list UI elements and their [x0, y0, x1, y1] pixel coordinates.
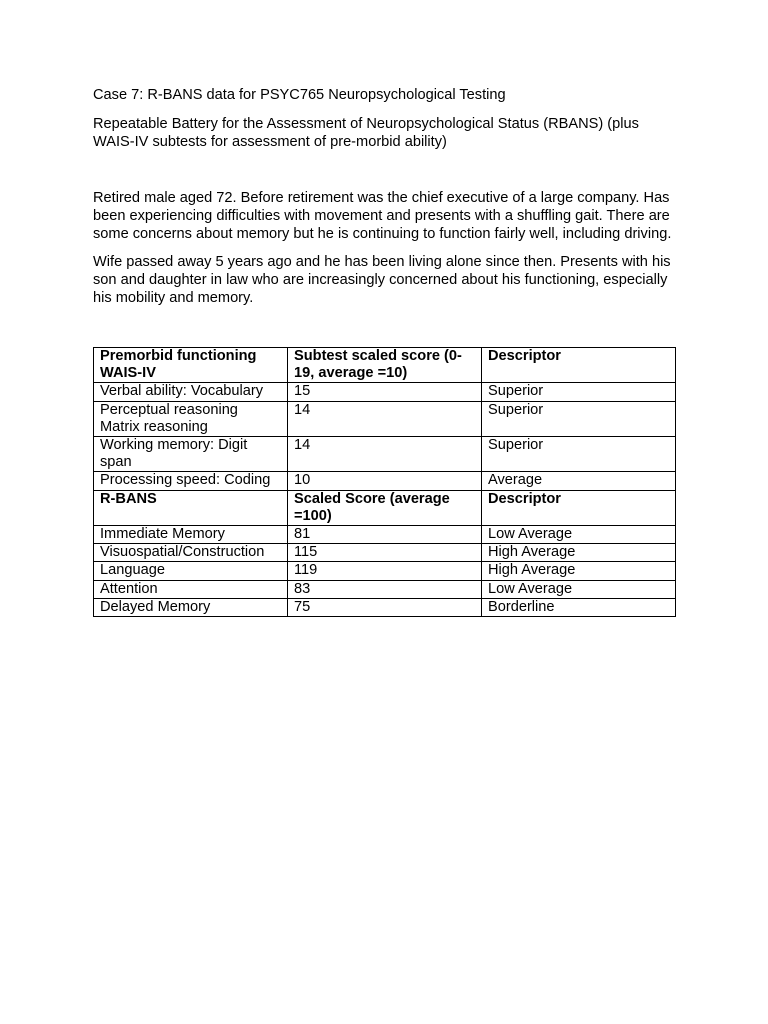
rbans-descriptor-cell: Low Average	[482, 526, 676, 544]
rbans-score-cell: 83	[288, 580, 482, 598]
wais-header-score: Subtest scaled score (0-19, average =10)	[288, 348, 482, 383]
wais-domain-cell: Processing speed: Coding	[94, 472, 288, 490]
document-subtitle: Repeatable Battery for the Assessment of Neuropsychological Status (RBANS) (plus WAIS-IV subtests for assessment of pre-morbid ability)	[93, 116, 639, 150]
case-history-paragraph: Wife passed away 5 years ago and he has been living alone since then. Presents with his son and daughter in law who are increasingly concerned about his functioning, especially his mobility and memory.	[93, 254, 671, 306]
wais-header-domain: Premorbid functioning WAIS-IV	[94, 348, 288, 383]
table-row	[94, 580, 676, 598]
wais-descriptor-cell: Average	[482, 472, 676, 490]
table-row	[94, 544, 676, 562]
table-row	[94, 383, 676, 401]
wais-score-cell: 15	[288, 383, 482, 401]
case-description-paragraph: Retired male aged 72. Before retirement was the chief executive of a large company. Has been experiencing difficulties with movement and presents with a shuffling gait. There are some concerns about memory but he is continuing to function fairly well, including driving.	[93, 190, 672, 242]
wais-score-cell: 14	[288, 401, 482, 436]
wais-score-cell: 10	[288, 472, 482, 490]
wais-domain-cell: Verbal ability: Vocabulary	[94, 383, 288, 401]
rbans-descriptor-cell: Borderline	[482, 598, 676, 616]
table-row	[94, 526, 676, 544]
table-row	[94, 437, 676, 472]
table-row	[94, 472, 676, 490]
wais-header-row	[94, 348, 676, 383]
rbans-header-domain: R-BANS	[94, 490, 288, 525]
rbans-domain-cell: Language	[94, 562, 288, 580]
rbans-score-cell: 115	[288, 544, 482, 562]
document-page	[93, 86, 675, 617]
rbans-header-row	[94, 490, 676, 525]
rbans-domain-cell: Delayed Memory	[94, 598, 288, 616]
rbans-score-cell: 81	[288, 526, 482, 544]
wais-descriptor-cell: Superior	[482, 401, 676, 436]
scores-table	[93, 347, 676, 617]
rbans-domain-cell: Visuospatial/Construction	[94, 544, 288, 562]
rbans-score-cell: 75	[288, 598, 482, 616]
table-row	[94, 562, 676, 580]
wais-domain-cell: Working memory: Digit span	[94, 437, 288, 472]
wais-score-cell: 14	[288, 437, 482, 472]
rbans-domain-cell: Immediate Memory	[94, 526, 288, 544]
rbans-domain-cell: Attention	[94, 580, 288, 598]
rbans-header-descriptor: Descriptor	[482, 490, 676, 525]
table-row	[94, 598, 676, 616]
wais-domain-cell: Perceptual reasoning Matrix reasoning	[94, 401, 288, 436]
rbans-descriptor-cell: High Average	[482, 544, 676, 562]
wais-header-descriptor: Descriptor	[482, 348, 676, 383]
rbans-header-score: Scaled Score (average =100)	[288, 490, 482, 525]
wais-descriptor-cell: Superior	[482, 383, 676, 401]
table-row	[94, 401, 676, 436]
wais-descriptor-cell: Superior	[482, 437, 676, 472]
document-title: Case 7: R-BANS data for PSYC765 Neuropsychological Testing	[93, 87, 506, 103]
rbans-descriptor-cell: High Average	[482, 562, 676, 580]
rbans-descriptor-cell: Low Average	[482, 580, 676, 598]
rbans-score-cell: 119	[288, 562, 482, 580]
